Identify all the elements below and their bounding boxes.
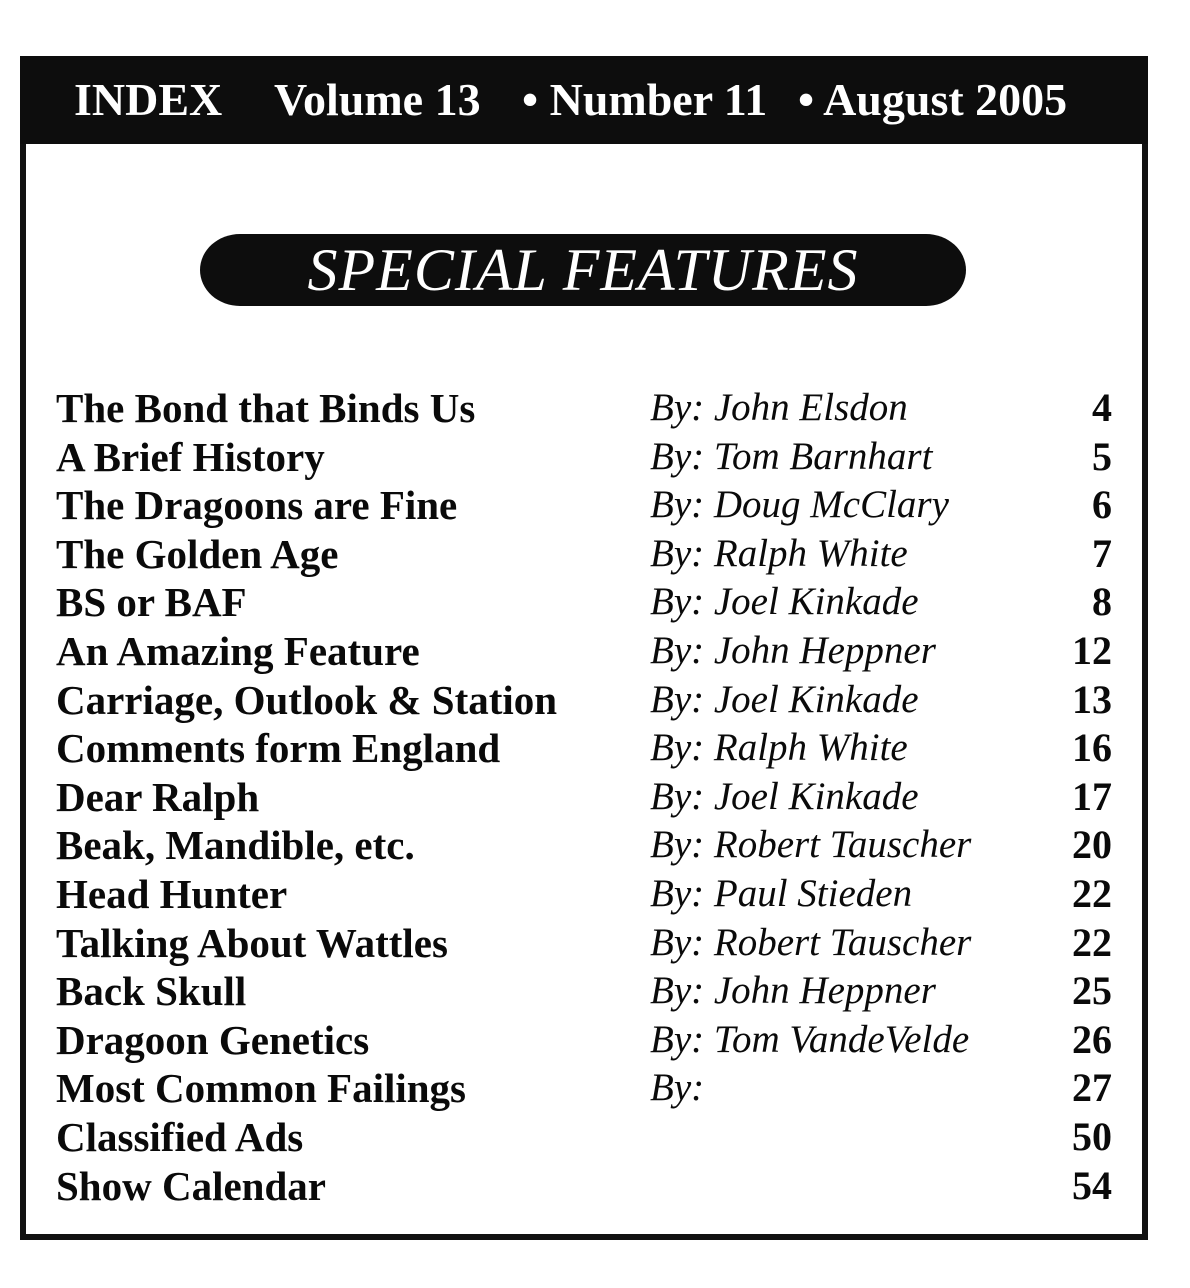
- toc-entry-title: Show Calendar: [56, 1162, 326, 1209]
- toc-entry-author: By: Doug McClary: [650, 483, 949, 527]
- toc-entry-page: 17: [1072, 773, 1112, 819]
- toc-entry: [26, 1113, 1142, 1162]
- toc-entry: [26, 1064, 1142, 1113]
- issue-number-label: • Number 11: [522, 74, 768, 125]
- toc-entry: [26, 870, 1142, 919]
- toc-entry-page: 20: [1072, 822, 1112, 868]
- toc-entry-title: BS or BAF: [56, 579, 247, 626]
- toc-entry-title: Most Common Failings: [56, 1065, 466, 1112]
- toc-entry: [26, 627, 1142, 676]
- toc-entry-author: By: John Heppner: [650, 969, 936, 1013]
- index-header-bar: [20, 56, 1148, 144]
- toc-entry-author: By: Ralph White: [650, 531, 908, 575]
- toc-entry-title: Classified Ads: [56, 1113, 304, 1160]
- toc-entry-page: 6: [1092, 482, 1112, 528]
- toc-entry-title: Dragoon Genetics: [56, 1016, 370, 1063]
- toc-entry-page: 25: [1072, 968, 1112, 1014]
- toc-entry-title: The Golden Age: [56, 530, 339, 577]
- toc-entry-author: By: John Elsdon: [650, 386, 908, 429]
- index-label: INDEX: [74, 74, 223, 125]
- toc-entry-author: By: Tom Barnhart: [650, 434, 933, 478]
- toc-entry-author: By: Robert Tauscher: [650, 823, 972, 867]
- toc-entry-title: Beak, Mandible, etc.: [56, 822, 415, 869]
- toc-entry-title: The Dragoons are Fine: [56, 482, 458, 529]
- toc-entry-title: An Amazing Feature: [56, 627, 420, 674]
- toc-entry-page: 54: [1072, 1162, 1112, 1208]
- toc-entry-title: Carriage, Outlook & Station: [56, 676, 558, 723]
- toc-entry-title: Head Hunter: [56, 870, 288, 917]
- toc-entry-page: 22: [1072, 870, 1112, 916]
- toc-entry: [26, 1016, 1142, 1065]
- toc-entry-title: Back Skull: [56, 968, 247, 1015]
- toc-entry: [26, 481, 1142, 530]
- toc-entry-page: 27: [1072, 1065, 1112, 1111]
- toc-entry-page: 5: [1092, 433, 1112, 479]
- volume-label: Volume 13: [274, 74, 481, 125]
- index-frame: [20, 56, 1148, 1240]
- toc-entry: [26, 821, 1142, 870]
- toc-entry-page: 22: [1072, 919, 1112, 965]
- toc-entry-author: By: Ralph White: [650, 726, 908, 770]
- toc-entry-title: A Brief History: [56, 433, 325, 480]
- toc-entry-title: Talking About Wattles: [56, 919, 448, 966]
- toc-entry-page: 7: [1092, 530, 1112, 576]
- toc-entry: [26, 384, 1142, 433]
- toc-entry-author: By: Paul Stieden: [650, 871, 913, 915]
- toc-entry-page: 26: [1072, 1016, 1112, 1062]
- toc-entry: [26, 530, 1142, 579]
- toc-entry-author: By: John Heppner: [650, 628, 936, 672]
- section-title-banner: SPECIAL FEATURES: [200, 234, 966, 306]
- toc-entry-author: By:: [650, 1066, 705, 1110]
- toc-entry-page: 13: [1072, 676, 1112, 722]
- toc-entry-page: 12: [1072, 627, 1112, 673]
- toc-entry-page: 4: [1092, 385, 1112, 430]
- toc-entry-title: Dear Ralph: [56, 773, 260, 820]
- toc-entry: [26, 773, 1142, 822]
- table-of-contents: [26, 384, 1142, 1210]
- toc-entry-title: The Bond that Binds Us: [56, 385, 476, 431]
- toc-entry-author: By: Joel Kinkade: [650, 580, 919, 624]
- toc-entry-author: By: Joel Kinkade: [650, 774, 919, 818]
- toc-entry-author: By: Robert Tauscher: [650, 920, 972, 964]
- toc-entry-author: By: Joel Kinkade: [650, 677, 919, 721]
- toc-entry: [26, 967, 1142, 1016]
- toc-entry: [26, 578, 1142, 627]
- toc-entry-title: Comments form England: [56, 725, 501, 772]
- toc-entry: [26, 919, 1142, 968]
- toc-entry-page: 50: [1072, 1113, 1112, 1159]
- toc-entry: [26, 676, 1142, 725]
- toc-entry-page: 16: [1072, 725, 1112, 771]
- issue-date-label: • August 2005: [798, 74, 1068, 125]
- toc-entry-page: 8: [1092, 579, 1112, 625]
- toc-entry: [26, 724, 1142, 773]
- toc-entry: [26, 1162, 1142, 1211]
- toc-entry-author: By: Tom VandeVelde: [650, 1017, 970, 1061]
- toc-entry: [26, 433, 1142, 482]
